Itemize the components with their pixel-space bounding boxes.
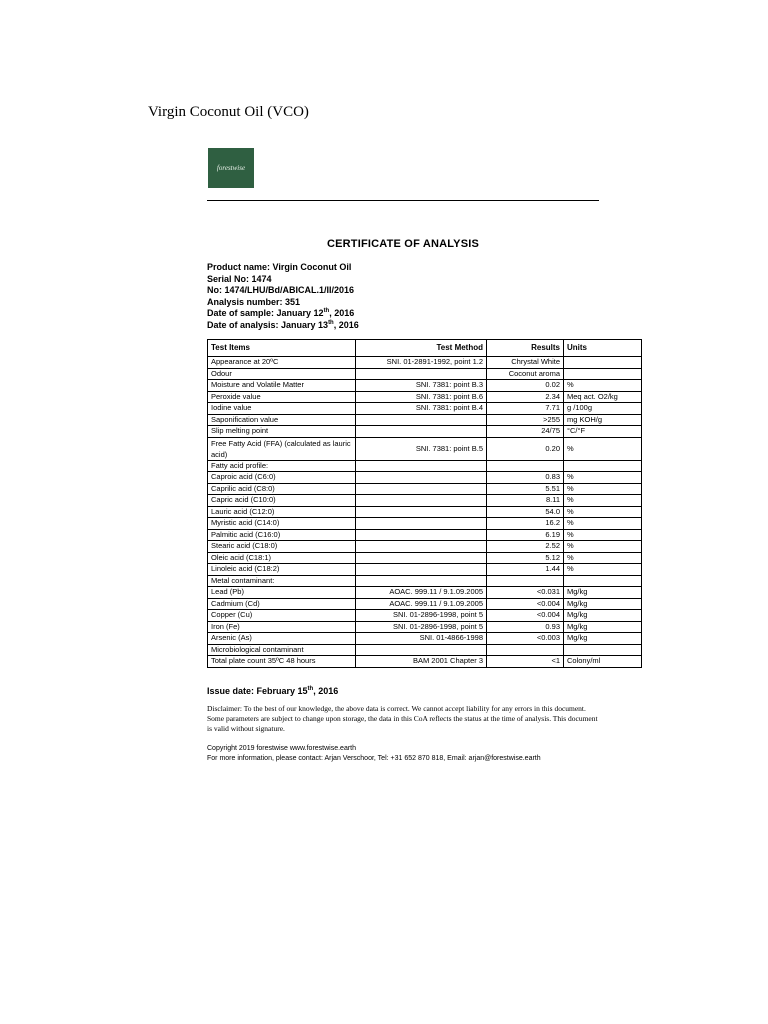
table-header-row (208, 340, 642, 357)
cell-test-item: Arsenic (As) (208, 633, 356, 645)
table-row (208, 575, 642, 587)
table-row (208, 518, 642, 530)
cell-test-method (356, 368, 487, 380)
cell-result: Chrystal White (487, 357, 564, 369)
cell-unit: % (564, 483, 642, 495)
cell-test-item: Capric acid (C10:0) (208, 495, 356, 507)
product-info (207, 262, 359, 331)
table-row (208, 529, 642, 541)
table-row (208, 587, 642, 599)
cell-test-item: Moisture and Volatile Matter (208, 380, 356, 392)
cell-result: 6.19 (487, 529, 564, 541)
disclaimer: Disclaimer: To the best of our knowledge, the above data is correct. We cannot accept liability for any errors in this document. Some parameters are subject to change upon storage, the data in this CoA reflects the status at the time of analysis. This document is valid without signature. (207, 704, 598, 733)
table-row (208, 633, 642, 645)
cell-unit: % (564, 518, 642, 530)
cell-test-method (356, 483, 487, 495)
header-test-items: Test Items (208, 340, 356, 357)
document-number: No: 1474/LHU/Bd/ABICAL.1/II/2016 (207, 285, 355, 295)
cell-unit: Mg/kg (564, 598, 642, 610)
cell-unit: % (564, 380, 642, 392)
cell-unit: Meq act. O2/kg (564, 391, 642, 403)
date-of-sample: Date of sample: January 12th, 2016 (207, 308, 355, 318)
cell-test-item: Iodine value (208, 403, 356, 415)
table-row (208, 391, 642, 403)
cell-unit (564, 460, 642, 472)
cell-test-item: Peroxide value (208, 391, 356, 403)
cell-result: 5.12 (487, 552, 564, 564)
cell-result: 24/75 (487, 426, 564, 438)
header-results: Results (487, 340, 564, 357)
header-test-method: Test Method (356, 340, 487, 357)
cell-test-method: SNI. 7381: point B.6 (356, 391, 487, 403)
table-row (208, 610, 642, 622)
cell-test-item: Lauric acid (C12:0) (208, 506, 356, 518)
table-row (208, 495, 642, 507)
cell-test-method: SNI. 01-2896-1998, point 5 (356, 610, 487, 622)
cell-result: 0.93 (487, 621, 564, 633)
cell-unit: g /100g (564, 403, 642, 415)
cell-unit (564, 644, 642, 656)
cell-test-item: Microbiological contaminant (208, 644, 356, 656)
cell-unit (564, 575, 642, 587)
logo-text: forestwise (216, 164, 246, 172)
cell-result: 16.2 (487, 518, 564, 530)
cell-test-method: SNI. 01-2891-1992, point 1.2 (356, 357, 487, 369)
table-row (208, 483, 642, 495)
cell-test-method (356, 414, 487, 426)
table-row (208, 357, 642, 369)
cell-test-method: SNI. 01-2896-1998, point 5 (356, 621, 487, 633)
cell-unit: Mg/kg (564, 587, 642, 599)
analysis-number: Analysis number: 351 (207, 296, 301, 307)
cell-result: 7.71 (487, 403, 564, 415)
cell-test-method (356, 564, 487, 576)
cell-test-item: Myristic acid (C14:0) (208, 518, 356, 530)
table-row (208, 403, 642, 415)
certificate-title: CERTIFICATE OF ANALYSIS (326, 238, 480, 250)
cell-result: 54.0 (487, 506, 564, 518)
cell-test-item: Slip melting point (208, 426, 356, 438)
cell-result: <0.031 (487, 587, 564, 599)
copyright-text: Copyright 2019 forestwise www.forestwise.earth (207, 745, 357, 752)
cell-test-method (356, 495, 487, 507)
cell-unit: mg KOH/g (564, 414, 642, 426)
cell-result: 0.83 (487, 472, 564, 484)
cell-test-item: Stearic acid (C18:0) (208, 541, 356, 553)
cell-test-method (356, 529, 487, 541)
cell-result: 0.20 (487, 437, 564, 460)
cell-result: 5.51 (487, 483, 564, 495)
cell-test-item: Free Fatty Acid (FFA) (calculated as lauric acid) (208, 437, 356, 460)
cell-test-method (356, 575, 487, 587)
table-row (208, 460, 642, 472)
cell-unit: % (564, 472, 642, 484)
cell-unit: Mg/kg (564, 621, 642, 633)
cell-test-method (356, 472, 487, 484)
table-row (208, 644, 642, 656)
cell-test-method: SNI. 7381: point B.3 (356, 380, 487, 392)
cell-test-item: Oleic acid (C18:1) (208, 552, 356, 564)
table-row (208, 621, 642, 633)
cell-result (487, 575, 564, 587)
cell-test-item: Caprilic acid (C8:0) (208, 483, 356, 495)
table-row (208, 552, 642, 564)
cell-test-item: Total plate count 35ºC 48 hours (208, 656, 356, 668)
cell-unit: Mg/kg (564, 610, 642, 622)
cell-unit: % (564, 564, 642, 576)
cell-result (487, 460, 564, 472)
cell-test-method: AOAC. 999.11 / 9.1.09.2005 (356, 598, 487, 610)
cell-result (487, 644, 564, 656)
cell-unit: Mg/kg (564, 633, 642, 645)
cell-test-method (356, 552, 487, 564)
document-title: Virgin Coconut Oil (VCO) (148, 104, 309, 120)
cell-test-method: BAM 2001 Chapter 3 (356, 656, 487, 668)
cell-result: <0.004 (487, 610, 564, 622)
contact-text: For more information, please contact: Arjan Verschoor, Tel: +31 652 870 818, Email: arjan@forestwise.earth (207, 755, 541, 762)
table-row (208, 656, 642, 668)
table-row (208, 598, 642, 610)
cell-test-item: Fatty acid profile: (208, 460, 356, 472)
date-of-analysis: Date of analysis: January 13th, 2016 (207, 319, 359, 330)
cell-test-item: Odour (208, 368, 356, 380)
cell-test-item: Iron (Fe) (208, 621, 356, 633)
cell-test-method (356, 518, 487, 530)
cell-test-item: Palmitic acid (C16:0) (208, 529, 356, 541)
header-units: Units (564, 340, 642, 357)
cell-unit (564, 357, 642, 369)
cell-unit: % (564, 506, 642, 518)
cell-test-method (356, 541, 487, 553)
table-row (208, 380, 642, 392)
cell-test-item: Saponification value (208, 414, 356, 426)
cell-unit: % (564, 529, 642, 541)
cell-test-item: Appearance at 20ºC (208, 357, 356, 369)
table-row (208, 426, 642, 438)
table-row (208, 414, 642, 426)
cell-unit: Colony/ml (564, 656, 642, 668)
cell-test-item: Linoleic acid (C18:2) (208, 564, 356, 576)
cell-test-method: SNI. 7381: point B.4 (356, 403, 487, 415)
cell-unit: % (564, 437, 642, 460)
forestwise-logo (208, 148, 254, 188)
cell-unit (564, 368, 642, 380)
table-row (208, 541, 642, 553)
cell-result: <0.003 (487, 633, 564, 645)
serial-number: Serial No: 1474 (207, 273, 272, 284)
cell-result: 0.02 (487, 380, 564, 392)
cell-result: <1 (487, 656, 564, 668)
cell-test-method (356, 426, 487, 438)
cell-test-item: Metal contaminant: (208, 575, 356, 587)
issue-date: Issue date: February 15th, 2016 (207, 686, 339, 696)
header-divider (207, 200, 599, 201)
cell-result: 1.44 (487, 564, 564, 576)
cell-test-method (356, 460, 487, 472)
cell-result: 2.52 (487, 541, 564, 553)
cell-test-item: Lead (Pb) (208, 587, 356, 599)
cell-test-item: Cadmium (Cd) (208, 598, 356, 610)
cell-unit: % (564, 495, 642, 507)
cell-result: >255 (487, 414, 564, 426)
table-body (208, 357, 642, 668)
cell-test-method: AOAC. 999.11 / 9.1.09.2005 (356, 587, 487, 599)
cell-unit: % (564, 541, 642, 553)
cell-test-item: Caproic acid (C6:0) (208, 472, 356, 484)
cell-unit: % (564, 552, 642, 564)
table-row (208, 437, 642, 460)
product-name: Product name: Virgin Coconut Oil (207, 262, 352, 272)
cell-test-method (356, 506, 487, 518)
cell-result: Coconut aroma (487, 368, 564, 380)
cell-test-method: SNI. 7381: point B.5 (356, 437, 487, 460)
analysis-table (207, 339, 642, 668)
cell-result: <0.004 (487, 598, 564, 610)
footer (207, 744, 627, 764)
cell-unit: °C/°F (564, 426, 642, 438)
cell-result: 8.11 (487, 495, 564, 507)
cell-test-method: SNI. 01-4866-1998 (356, 633, 487, 645)
table-row (208, 472, 642, 484)
cell-test-method (356, 644, 487, 656)
table-row (208, 368, 642, 380)
cell-result: 2.34 (487, 391, 564, 403)
table-row (208, 564, 642, 576)
table-row (208, 506, 642, 518)
cell-test-item: Copper (Cu) (208, 610, 356, 622)
